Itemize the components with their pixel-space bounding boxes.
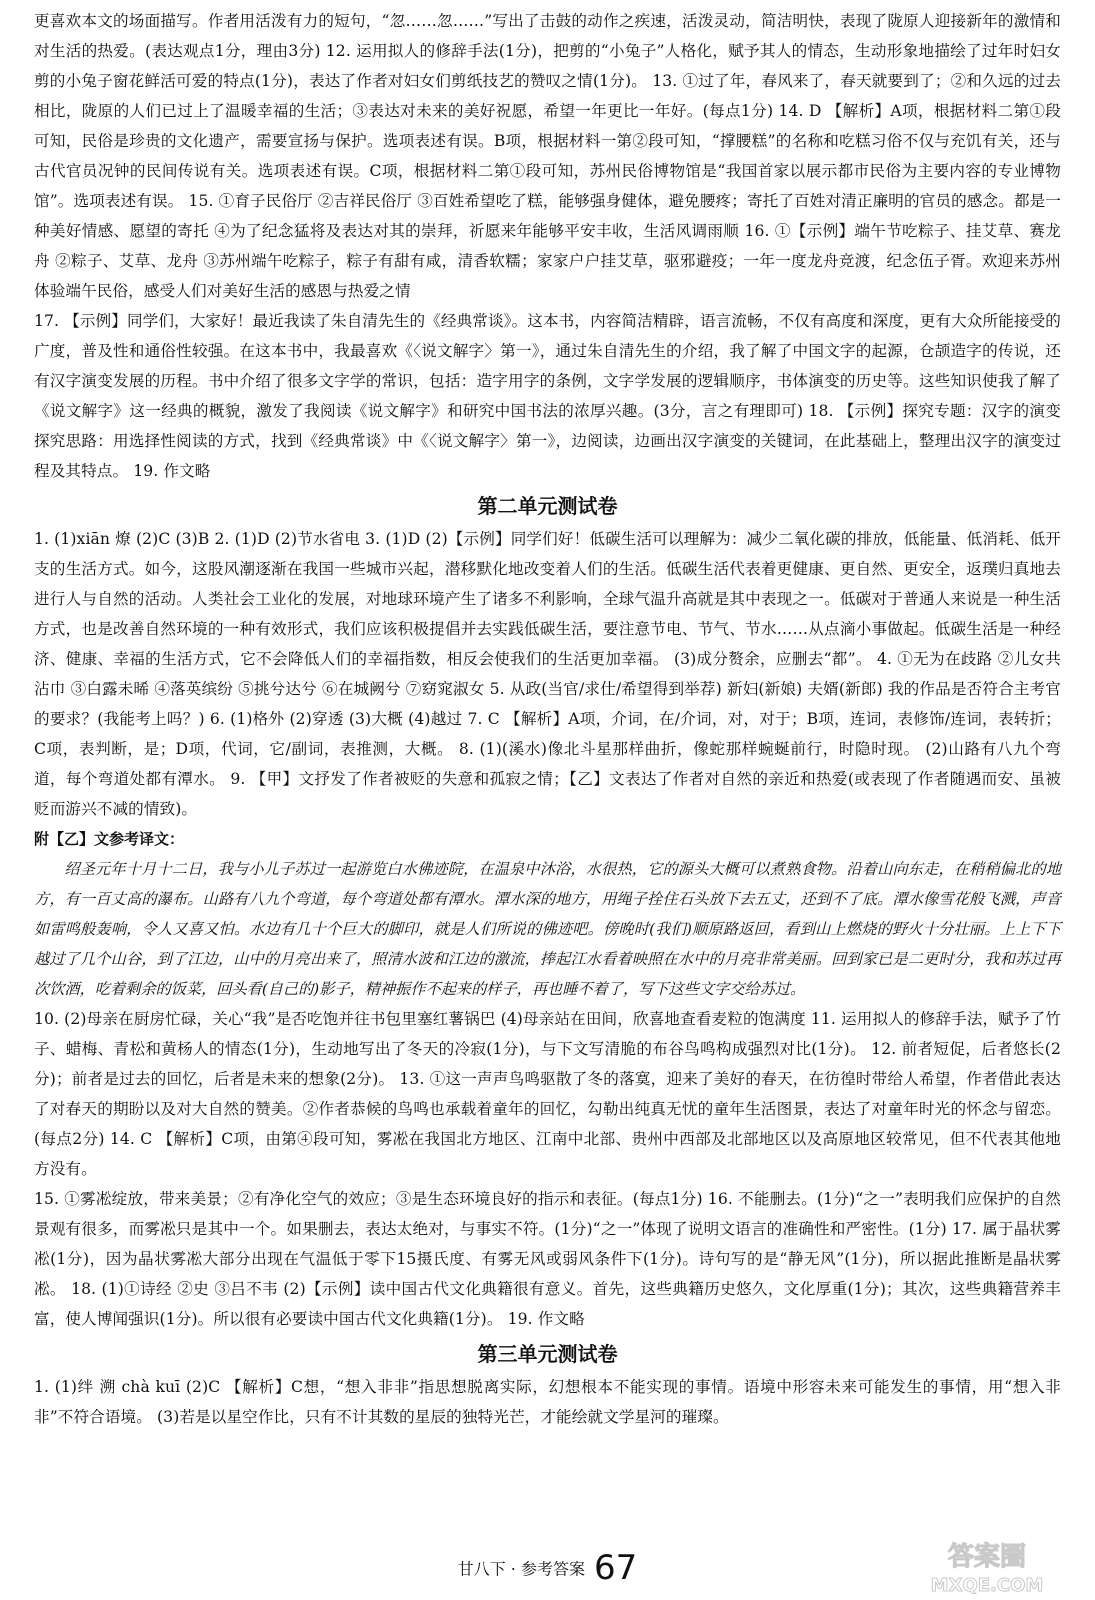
unit1-answers-part2: 17. 【示例】同学们，大家好！最近我读了朱自清先生的《经典常谈》。这本书，内容简洁精辟，语言流畅，不仅有高度和深度，更有大众所能接受的广度，普及性和通俗性较强。在这本书中，我最喜欢《〈说文解字〉第一》，通过朱自清先生的介绍，我了解了中国文字的起源，仓颉造字的传说，还有汉字演变发展的历程。书中介绍了很多文字学的常识，包括：造字用字的条例，文字学发展的逻辑顺序，书体演变的历史等。这些知识使我了解了《说文解字》这一经典的概貌，激发了我阅读《说文解字》和研究中国书法的浓厚兴趣。(3分，言之有理即可) 18. 【示例】探究专题：汉字的演变 探究思路：用选择性阅读的方式，找到《经典常谈》中《〈说文解字〉第一》，边阅读，边画出汉字演变的关键词，在此基础上，整理出汉字的演变过程及其特点。 19. 作文略 (34, 312, 1061, 480)
unit2-answers-part1: 1. (1)xiān 燎 (2)C (3)B 2. (1)D (2)节水省电 3. (1)D (2)【示例】同学们好！低碳生活可以理解为：减少二氧化碳的排放，低能量、低消耗、低开支的生活方式。如今，这股风潮逐渐在我国一些城市兴起，潜移默化地改变着人们的生活。低碳生活代表着更健康、更自然、更安全，返璞归真地去进行人与自然的活动。人类社会工业化的发展，对地球环境产生了诸多不利影响，全球气温升高就是其中表现之一。低碳对于普通人来说是一种生活方式，也是改善自然环境的一种有效形式，我们应该积极提倡并去实践低碳生活，要注意节电、节气、节水……从点滴小事做起。低碳生活是一种经济、健康、幸福的生活方式，它不会降低人们的幸福指数，相反会使我们的生活更加幸福。 (3)成分赘余，应删去“都”。 4. ①无为在歧路 ②儿女共沾巾 ③白露未晞 ④落英缤纷 ⑤挑兮达兮 ⑥在城阙兮 ⑦窈窕淑女 5. 从政(当官/求仕/希望得到举荐) 新妇(新娘) 夫婿(新郎) 我的作品是否符合主考官的要求？(我能考上吗？) 6. (1)格外 (2)穿透 (3)大概 (4)越过 7. C 【解析】A项，介词，在/介词，对，对于；B项，连词，表修饰/连词，表转折；C项，表判断，是；D项，代词，它/副词，表推测，大概。 8. (1)(溪水)像北斗星那样曲折，像蛇那样蜿蜒前行，时隐时现。 (2)山路有八九个弯道，每个弯道处都有潭水。 9. 【甲】文抒发了作者被贬的失意和孤寂之情；【乙】文表达了作者对自然的亲近和热爱(或表现了作者随遇而安、虽被贬而游兴不减的情致)。 (34, 530, 1061, 818)
unit2-heading: 第二单元测试卷 (477, 494, 618, 518)
unit1-answers-part1: 更喜欢本文的场面描写。作者用活泼有力的短句，“忽……忽……”写出了击鼓的动作之疾速，活泼灵动，简洁明快，表现了陇原人迎接新年的激情和对生活的热爱。(表达观点1分，理由3分) 12. 运用拟人的修辞手法(1分)，把剪的“小兔子”人格化，赋予其人的情态，生动形象地描绘了过年时妇女剪的小兔子窗花鲜活可爱的特点(1分)，表达了作者对妇女们剪纸技艺的赞叹之情(1分)。 13. ①过了年，春风来了，春天就要到了；②和久远的过去相比，陇原的人们已过上了温暖幸福的生活；③表达对未来的美好祝愿，希望一年更比一年好。(每点1分) 14. D 【解析】A项，根据材料二第①段可知，民俗是珍贵的文化遗产，需要宣扬与保护。选项表述有误。B项，根据材料一第②段可知，“撑腰糕”的名称和吃糕习俗不仅与充饥有关，还与古代官员况钟的民间传说有关。选项表述有误。C项，根据材料二第①段可知，苏州民俗博物馆是“我国首家以展示都市民俗为主要内容的专业博物馆”。选项表述有误。 15. ①育子民俗厅 ②吉祥民俗厅 ③百姓希望吃了糕，能够强身健体，避免腰疼；寄托了百姓对清正廉明的官员的感念。都是一种美好情感、愿望的寄托 ④为了纪念猛将及表达对其的崇拜，祈愿来年能够平安丰收，生活风调雨顺 16. ①【示例】端午节吃粽子、挂艾草、赛龙舟 ②粽子、艾草、龙舟 ③苏州端午吃粽子，粽子有甜有咸，清香软糯；家家户户挂艾草，驱邪避疫；一年一度龙舟竞渡，纪念伍子胥。欢迎来苏州体验端午民俗，感受人们对美好生活的感恩与热爱之情 (34, 12, 1061, 300)
footer-label: 甘八下 · 参考答案 (457, 1559, 585, 1579)
watermark-logo (887, 1535, 1087, 1597)
unit3-answers: 1. (1)绊 溯 chà kuī (2)C 【解析】C想，“想入非非”指思想脱离实际，幻想根本不能实现的事情。语境中形容未来可能发生的事情，用“想入非非”不符合语境。 (3)若是以星空作比，只有不计其数的星辰的独特光芒，才能绘就文学星河的璀璨。 (34, 1378, 1061, 1426)
watermark-domain: MXQE.COM (930, 1575, 1044, 1596)
reference-translation: 绍圣元年十月十二日，我与小儿子苏过一起游览白水佛迹院，在温泉中沐浴，水很热，它的源头大概可以煮熟食物。沿着山向东走，在稍稍偏北的地方，有一百丈高的瀑布。山路有八九个弯道，每个弯道处都有潭水。潭水深的地方，用绳子拴住石头放下去五丈，还到不了底。潭水像雪花般飞溅，声音如雷鸣般轰响，令人又喜又怕。水边有几十个巨大的脚印，就是人们所说的佛迹吧。傍晚时(我们)顺原路返回，看到山上燃烧的野火十分壮丽。上上下下越过了几个山谷，到了江边，山中的月亮出来了，照清水波和江边的激流，捧起江水看着映照在水中的月亮非常美丽。回到家已是二更时分，我和苏过再次饮酒，吃着剩余的饭菜，回头看(自己的)影子，精神振作不起来的样子，再也睡不着了，写下这些文字交给苏过。 (34, 860, 1061, 998)
unit2-answers-part2: 10. (2)母亲在厨房忙碌，关心“我”是否吃饱并往书包里塞红薯锅巴 (4)母亲站在田间，欣喜地查看麦粒的饱满度 11. 运用拟人的修辞手法，赋予了竹子、蜡梅、青松和黄杨人的情态(1分)，生动地写出了冬天的冷寂(1分)，与下文写清脆的布谷鸟鸣构成强烈对比(1分)。 12. 前者短促，后者悠长(2分)；前者是过去的回忆，后者是未来的想象(2分)。 13. ①这一声声鸟鸣驱散了冬的落寞，迎来了美好的春天，在彷徨时带给人希望，作者借此表达了对春天的期盼以及对大自然的赞美。②作者恭候的鸟鸣也承载着童年的回忆，勾勒出纯真无忧的童年生活图景，表达了对童年时光的怀念与留恋。(每点2分) 14. C 【解析】C项，由第④段可知，雾凇在我国北方地区、江南中北部、贵州中西部及北部地区以及高原地区较常见，但不代表其他地方没有。 (34, 1010, 1061, 1178)
appendix-label: 附【乙】文参考译文： (34, 830, 185, 848)
unit2-answers-part3: 15. ①雾凇绽放，带来美景；②有净化空气的效应；③是生态环境良好的指示和表征。(每点1分) 16. 不能删去。(1分)“之一”表明我们应保护的自然景观有很多，而雾凇只是其中一个。如果删去，表达太绝对，与事实不符。(1分)“之一”体现了说明文语言的准确性和严密性。(1分) 17. 属于晶状雾凇(1分)，因为晶状雾凇大部分出现在气温低于零下15摄氏度、有雾无风或弱风条件下(1分)。诗句写的是“静无风”(1分)，所以据此推断是晶状雾凇。 18. (1)①诗经 ②史 ③吕不韦 (2)【示例】读中国古代文化典籍很有意义。首先，这些典籍历史悠久，文化厚重(1分)；其次，这些典籍营养丰富，使人博闻强识(1分)。所以很有必要读中国古代文化典籍(1分)。 19. 作文略 (34, 1190, 1061, 1328)
unit3-heading: 第三单元测试卷 (477, 1342, 618, 1366)
page-number: 67 (594, 1548, 638, 1588)
watermark-text: 答案圈 (947, 1542, 1027, 1572)
